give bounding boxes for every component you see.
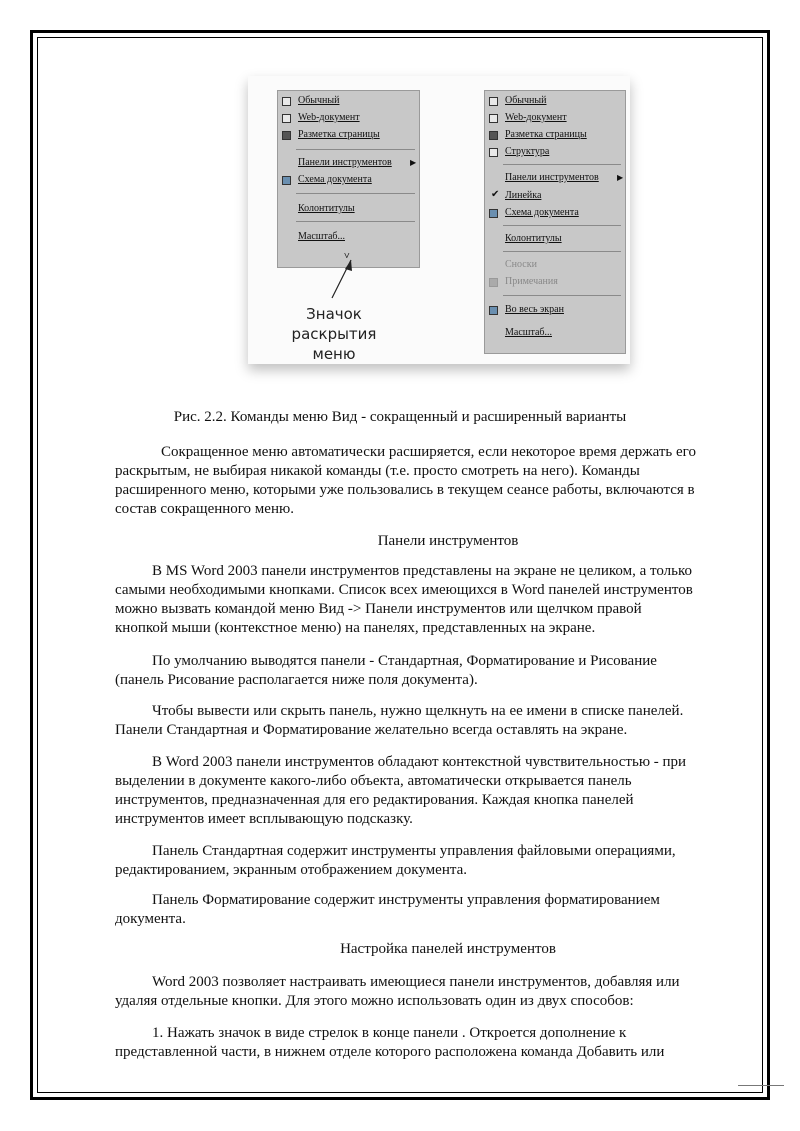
menu-item-document-map[interactable]: Схема документа xyxy=(298,174,372,185)
paragraph-line: 1. Нажать значок в виде стрелок в конце панели . Откроется дополнение к xyxy=(152,1025,627,1041)
menu-item-outline[interactable]: Структура xyxy=(505,146,550,157)
paragraph-line: выделении в документе какого-либо объекта, автоматически открывается панель xyxy=(115,773,632,789)
menu-item-web[interactable]: Web-документ xyxy=(505,112,567,123)
checkmark-icon: ✔ xyxy=(491,189,500,200)
menu-item-zoom[interactable]: Масштаб... xyxy=(505,327,552,338)
normal-view-icon xyxy=(489,97,498,106)
paragraph-line: Чтобы вывести или скрыть панель, нужно щелкнуть на ее имени в списке панелей. xyxy=(152,703,684,719)
outline-view-icon xyxy=(489,148,498,157)
paragraph-line: Word 2003 позволяет настраивать имеющиеся панели инструментов, добавляя или xyxy=(152,974,680,990)
full-view-menu xyxy=(484,90,626,354)
menu-item-headers-footers[interactable]: Колонтитулы xyxy=(298,203,355,214)
paragraph-line: самыми необходимыми кнопками. Список всех имеющихся в Word панелей инструментов xyxy=(115,582,693,598)
menu-separator xyxy=(503,225,621,226)
paragraph-line: Панели Стандартная и Форматирование желательно всегда оставлять на экране. xyxy=(115,722,628,738)
document-map-icon xyxy=(489,209,498,218)
paragraph-line: документа. xyxy=(115,911,186,927)
paragraph-line: инструментов, предназначенная для его редактирования. Каждая кнопка панелей xyxy=(115,792,634,808)
paragraph-line: В Word 2003 панели инструментов обладают контекстной чувствительностью - при xyxy=(152,754,687,770)
menu-item-comments: Примечания xyxy=(505,276,558,287)
submenu-arrow-icon: ▶ xyxy=(410,158,417,167)
menu-separator xyxy=(503,251,621,252)
menu-item-document-map[interactable]: Схема документа xyxy=(505,207,579,218)
comments-icon xyxy=(489,278,498,287)
expand-icon-label xyxy=(264,304,404,364)
submenu-arrow-icon: ▶ xyxy=(617,173,624,182)
paragraph-line: можно вызвать командой меню Вид -> Панели инструментов или щелчком правой xyxy=(115,601,642,617)
menu-separator xyxy=(503,295,621,296)
expand-icon-label-line1: Значок раскрытия xyxy=(291,305,377,343)
paragraph-line: (панель Рисование располагается ниже поля документа). xyxy=(115,672,478,688)
paragraph-line: кнопкой мыши (контекстное меню) на панелях, представленных на экране. xyxy=(115,620,596,636)
paragraph-line: состав сокращенного меню. xyxy=(115,501,294,517)
menu-separator xyxy=(503,164,621,165)
menu-item-normal[interactable]: Обычный xyxy=(505,95,547,106)
paragraph-line: инструментов имеет всплывающую подсказку. xyxy=(115,811,413,827)
paragraph-line: Панель Форматирование содержит инструменты управления форматированием xyxy=(152,892,660,908)
full-screen-icon xyxy=(489,306,498,315)
web-view-icon xyxy=(489,114,498,123)
menu-item-print-layout[interactable]: Разметка страницы xyxy=(298,129,380,140)
menu-figure xyxy=(248,76,630,364)
paragraph-line: редактированием, экранным отображением документа. xyxy=(115,862,467,878)
print-layout-icon xyxy=(489,131,498,140)
menu-item-toolbars[interactable]: Панели инструментов xyxy=(298,157,392,168)
menu-item-toolbars[interactable]: Панели инструментов xyxy=(505,172,599,183)
paragraph-line: По умолчанию выводятся панели - Стандартная, Форматирование и Рисование xyxy=(152,653,657,669)
paragraph-line: удаляя отдельные кнопки. Для этого можно использовать один из двух способов: xyxy=(115,993,634,1009)
menu-item-ruler[interactable]: Линейка xyxy=(505,190,542,201)
menu-item-full-screen[interactable]: Во весь экран xyxy=(505,304,564,315)
paragraph-line: раскрытым, не выбирая никакой команды (т.е. просто смотреть на него). Команды xyxy=(115,463,640,479)
menu-item-print-layout[interactable]: Разметка страницы xyxy=(505,129,587,140)
menu-item-normal[interactable]: Обычный xyxy=(298,95,340,106)
footer-rule xyxy=(738,1085,784,1086)
section-heading: Панели инструментов xyxy=(377,533,519,549)
paragraph-line: В MS Word 2003 панели инструментов представлены на экране не целиком, а только xyxy=(152,563,693,579)
menu-item-web[interactable]: Web-документ xyxy=(298,112,360,123)
menu-item-headers-footers[interactable]: Колонтитулы xyxy=(505,233,562,244)
menu-item-zoom[interactable]: Масштаб... xyxy=(298,231,345,242)
section-heading: Настройка панелей инструментов xyxy=(340,941,556,957)
paragraph-line: представленной части, в нижнем отделе которого расположена команда Добавить или xyxy=(115,1044,665,1060)
menu-expand-icon[interactable]: ˅ xyxy=(344,251,350,262)
figure-caption: Рис. 2.2. Команды меню Вид - сокращенный и расширенный варианты xyxy=(173,409,627,425)
paragraph-line: расширенного меню, которыми уже пользовались в текущем сеансе работы, включаются в xyxy=(115,482,695,498)
paragraph-line: Сокращенное меню автоматически расширяется, если некоторое время держать его xyxy=(161,444,696,460)
paragraph-line: Панель Стандартная содержит инструменты управления файловыми операциями, xyxy=(152,843,676,859)
menu-item-footnotes: Сноски xyxy=(505,259,537,270)
expand-icon-label-line2: меню xyxy=(312,345,356,363)
